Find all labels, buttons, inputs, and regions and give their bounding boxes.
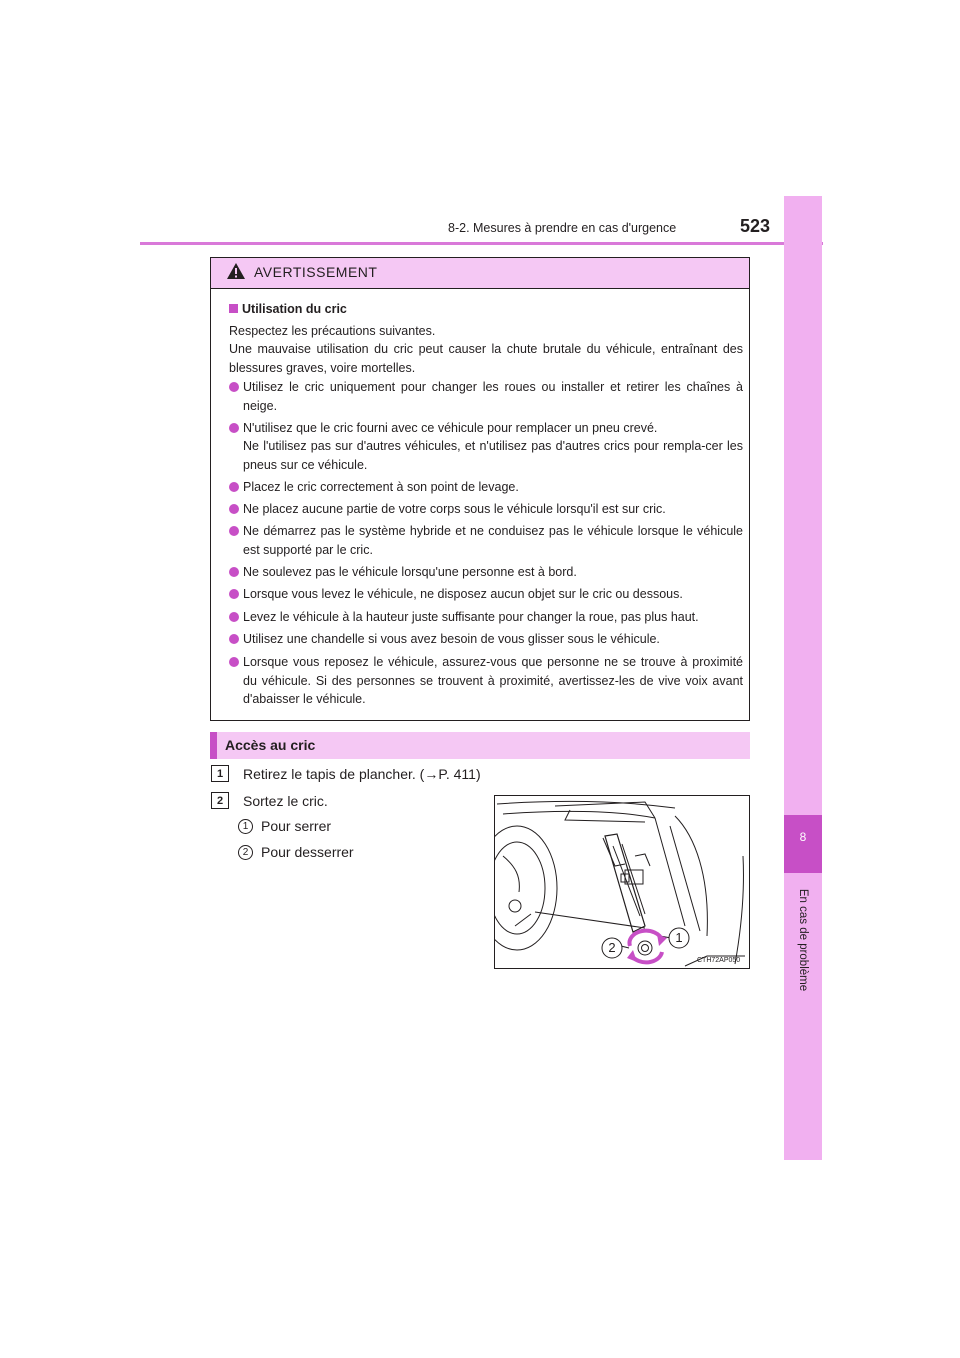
warning-bullet: Ne démarrez pas le système hybride et ne conduisez pas le véhicule lorsque le véhicule est supporté par le cric. xyxy=(229,522,743,559)
warning-heading xyxy=(229,300,743,319)
illustration-callout-1: 1 xyxy=(675,930,683,945)
bullet-icon xyxy=(229,612,239,622)
step-text: Retirez le tapis de plancher. (→P. 411) xyxy=(243,766,481,782)
warning-bullet: Utilisez le cric uniquement pour changer les roues ou installer et retirer les chaînes à neige. xyxy=(229,378,743,415)
bullet-icon xyxy=(229,482,239,492)
callout-number: 1 xyxy=(238,819,253,834)
bullet-icon xyxy=(229,589,239,599)
callout-number: 2 xyxy=(238,845,253,860)
warning-bullet: N'utilisez que le cric fourni avec ce véhicule pour remplacer un pneu crevé. xyxy=(229,419,743,438)
bullet-icon xyxy=(229,657,239,667)
warning-intro-2: Une mauvaise utilisation du cric peut causer la chute brutale du véhicule, entraînant des blessures graves, voire mortelles. xyxy=(229,342,743,375)
illustration-code: CTH72AP050 xyxy=(697,957,741,964)
bullet-icon xyxy=(229,504,239,514)
warning-intro-1: Respectez les précautions suivantes. xyxy=(229,324,436,338)
warning-bullet: Levez le véhicule à la hauteur juste suffisante pour changer la roue, pas plus haut. xyxy=(229,608,743,627)
bullet-icon xyxy=(229,526,239,536)
sub-item-text: Pour serrer xyxy=(261,818,332,834)
bullet-icon xyxy=(229,567,239,577)
chapter-title-vertical xyxy=(784,880,822,1000)
section-title: Accès au cric xyxy=(225,737,316,753)
jack-drawing xyxy=(495,796,749,968)
warning-bullet: Ne placez aucune partie de votre corps sous le véhicule lorsqu'il est sur cric. xyxy=(229,500,743,519)
warning-bullet: Lorsque vous levez le véhicule, ne disposez aucun objet sur le cric ou dessous. xyxy=(229,585,743,604)
header-section-title: 8-2. Mesures à prendre en cas d'urgence xyxy=(448,221,677,235)
illustration-callout-2: 2 xyxy=(608,940,616,955)
warning-triangle-icon xyxy=(226,262,246,280)
step-text: Sortez le cric. xyxy=(243,793,328,809)
square-bullet-icon xyxy=(229,304,238,313)
page-reference-link[interactable]: →P. 411) xyxy=(424,766,481,782)
bullet-icon xyxy=(229,382,239,392)
header-rule xyxy=(140,242,823,245)
sub-item-text: Pour desserrer xyxy=(261,844,354,860)
warning-bullet-continuation: Ne l'utilisez pas sur d'autres véhicules, et n'utilisez pas d'autres crics pour rempla-cer les pneus sur ce véhicule. xyxy=(243,439,743,472)
chapter-side-tab xyxy=(784,196,822,1160)
page-number: 523 xyxy=(740,216,771,236)
chapter-number: 8 xyxy=(799,830,807,844)
warning-bullet: Lorsque vous reposez le véhicule, assurez-vous que personne ne se trouve à proximité du véhicule. Si des personnes se trouvent à proximité, avertissez-les de vive voix avant d'abaisser le véhicule. xyxy=(229,653,743,709)
bullet-icon xyxy=(229,423,239,433)
warning-bullet: Utilisez une chandelle si vous avez besoin de vous glisser sous le véhicule. xyxy=(229,630,743,649)
warning-title: AVERTISSEMENT xyxy=(254,264,378,280)
section-accent-bar xyxy=(210,732,217,759)
warning-heading-text: Utilisation du cric xyxy=(242,302,347,316)
bullet-icon xyxy=(229,634,239,644)
warning-bullet: Placez le cric correctement à son point de levage. xyxy=(229,478,743,497)
chapter-tab-marker xyxy=(784,815,822,873)
warning-bullet: Ne soulevez pas le véhicule lorsqu'une personne est à bord. xyxy=(229,563,743,582)
step-number: 2 xyxy=(211,792,229,809)
jack-illustration xyxy=(494,795,750,969)
chapter-title: En cas de problème xyxy=(797,888,809,992)
step-number: 1 xyxy=(211,765,229,782)
